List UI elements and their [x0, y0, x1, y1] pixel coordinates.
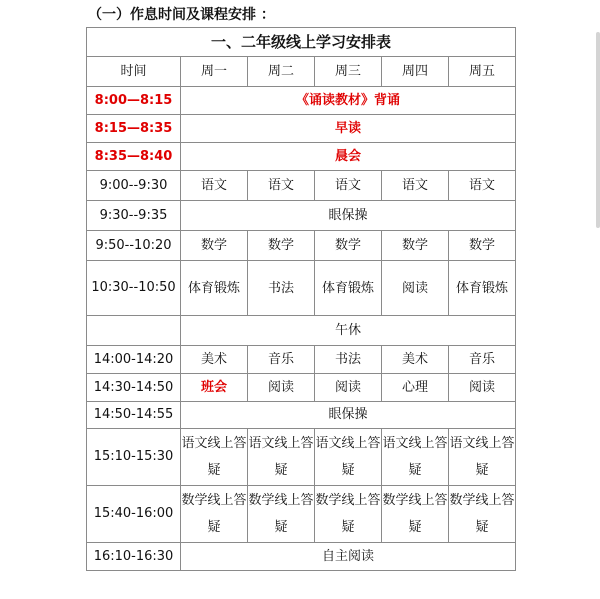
table-row [87, 231, 516, 261]
table-row [87, 316, 516, 346]
subject-cell: 阅读 [248, 374, 315, 402]
subject-cell: 数学线上答疑 [181, 486, 248, 543]
subject-cell: 体育锻炼 [449, 261, 516, 316]
table-row [87, 261, 516, 316]
subject-cell: 数学线上答疑 [248, 486, 315, 543]
table-row [87, 171, 516, 201]
time-cell: 14:50-14:55 [87, 402, 181, 429]
time-cell: 9:30--9:35 [87, 201, 181, 231]
time-cell: 14:00-14:20 [87, 346, 181, 374]
subject-cell: 书法 [315, 346, 382, 374]
header-monday: 周一 [181, 57, 248, 87]
time-cell: 15:40-16:00 [87, 486, 181, 543]
subject-cell: 语文线上答疑 [382, 429, 449, 486]
subject-cell: 体育锻炼 [315, 261, 382, 316]
time-cell: 10:30--10:50 [87, 261, 181, 316]
subject-cell: 阅读 [449, 374, 516, 402]
subject-cell: 语文 [181, 171, 248, 201]
header-wednesday: 周三 [315, 57, 382, 87]
subject-cell: 美术 [181, 346, 248, 374]
subject-cell: 语文 [315, 171, 382, 201]
subject-cell: 数学 [181, 231, 248, 261]
subject-cell: 数学线上答疑 [315, 486, 382, 543]
subject-cell: 美术 [382, 346, 449, 374]
time-cell: 8:00—8:15 [87, 87, 181, 115]
header-thursday: 周四 [382, 57, 449, 87]
activity-cell: 晨会 [181, 143, 516, 171]
header-tuesday: 周二 [248, 57, 315, 87]
subject-cell: 心理 [382, 374, 449, 402]
subject-cell: 数学 [248, 231, 315, 261]
subject-cell: 语文 [248, 171, 315, 201]
subject-cell: 阅读 [382, 261, 449, 316]
activity-cell: 眼保操 [181, 402, 516, 429]
header-time: 时间 [87, 57, 181, 87]
time-cell: 9:00--9:30 [87, 171, 181, 201]
table-row [87, 143, 516, 171]
subject-cell: 数学 [449, 231, 516, 261]
table-row [87, 486, 516, 543]
header-row [87, 57, 516, 87]
subject-cell: 数学 [382, 231, 449, 261]
activity-cell: 《诵读教材》背诵 [181, 87, 516, 115]
subject-cell: 语文线上答疑 [248, 429, 315, 486]
activity-cell: 早读 [181, 115, 516, 143]
subject-cell: 语文 [382, 171, 449, 201]
activity-cell: 眼保操 [181, 201, 516, 231]
subject-cell: 数学线上答疑 [382, 486, 449, 543]
subject-cell: 体育锻炼 [181, 261, 248, 316]
table-row [87, 346, 516, 374]
time-cell: 14:30-14:50 [87, 374, 181, 402]
activity-cell: 自主阅读 [181, 543, 516, 571]
subject-cell: 音乐 [248, 346, 315, 374]
subject-cell: 语文线上答疑 [181, 429, 248, 486]
table-row [87, 87, 516, 115]
time-cell [87, 316, 181, 346]
header-friday: 周五 [449, 57, 516, 87]
subject-cell: 阅读 [315, 374, 382, 402]
table-row [87, 429, 516, 486]
subject-cell: 数学线上答疑 [449, 486, 516, 543]
table-row [87, 402, 516, 429]
subject-cell: 音乐 [449, 346, 516, 374]
time-cell: 9:50--10:20 [87, 231, 181, 261]
section-heading: （一）作息时间及课程安排 ： [88, 7, 275, 23]
time-cell: 16:10-16:30 [87, 543, 181, 571]
subject-cell: 班会 [181, 374, 248, 402]
title-row [87, 28, 516, 57]
scrollbar[interactable] [596, 32, 600, 228]
time-cell: 8:15—8:35 [87, 115, 181, 143]
time-cell: 15:10-15:30 [87, 429, 181, 486]
subject-cell: 语文线上答疑 [315, 429, 382, 486]
table-row [87, 543, 516, 571]
subject-cell: 书法 [248, 261, 315, 316]
subject-cell: 数学 [315, 231, 382, 261]
table-row [87, 201, 516, 231]
table-row [87, 374, 516, 402]
time-cell: 8:35—8:40 [87, 143, 181, 171]
table-row [87, 115, 516, 143]
table-title: 一、二年级线上学习安排表 [87, 28, 516, 57]
subject-cell: 语文 [449, 171, 516, 201]
subject-cell: 语文线上答疑 [449, 429, 516, 486]
schedule-table [86, 27, 516, 571]
activity-cell: 午休 [181, 316, 516, 346]
